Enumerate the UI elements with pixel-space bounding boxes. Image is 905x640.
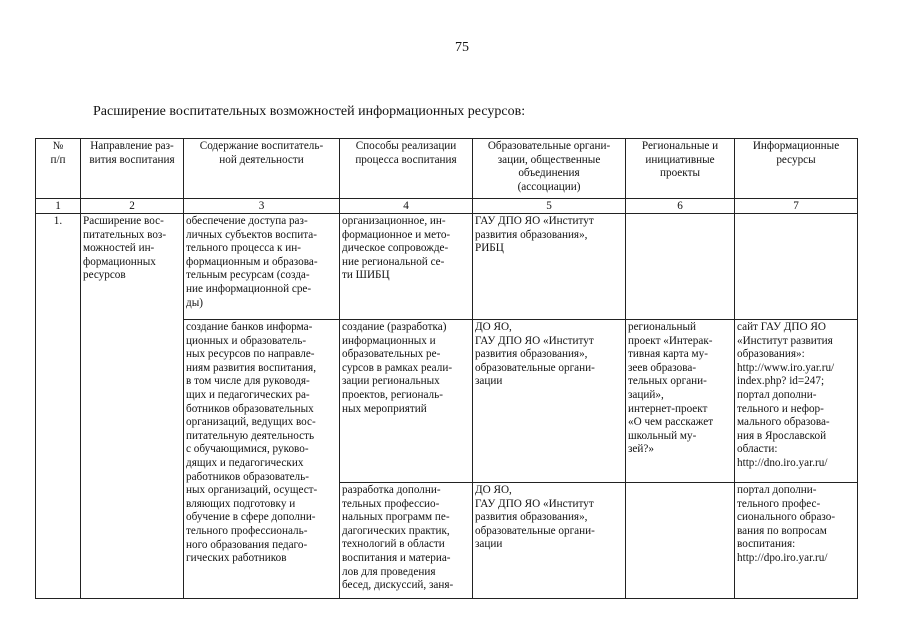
methods-cell: разработка дополни- тельных профессио- нальных программ пе- дагогических практик, технологий в области воспитания и материа- лов для проведения бесед, дискуссий, заня- (340, 483, 473, 599)
organizations-cell: ДО ЯО, ГАУ ДПО ЯО «Институт развития образования», образовательные органи- зации (473, 320, 626, 483)
document-title: Расширение воспитательных возможностей информационных ресурсов: (93, 104, 526, 119)
table-row (36, 214, 858, 320)
header-organizations: Образовательные органи- зации, общественные объединения (ассоциации) (473, 139, 626, 199)
column-number: 5 (473, 199, 626, 214)
page-number: 75 (455, 40, 469, 55)
activities-table (35, 138, 858, 599)
resources-cell (735, 214, 858, 320)
header-methods: Способы реализации процесса воспитания (340, 139, 473, 199)
projects-cell (626, 483, 735, 599)
column-number: 2 (81, 199, 184, 214)
column-number: 4 (340, 199, 473, 214)
column-number: 6 (626, 199, 735, 214)
methods-cell: организационное, ин- формационное и мето- дическое сопровожде- ние региональной се- ти ШИБЦ (340, 214, 473, 320)
organizations-cell: ДО ЯО, ГАУ ДПО ЯО «Институт развития образования», образовательные органи- зации (473, 483, 626, 599)
projects-cell (626, 214, 735, 320)
content-cell: обеспечение доступа раз- личных субъектов воспита- тельного процесса к ин- формационным и образова- тельным ресурсам (созда- ние информационной сре- ды) (184, 214, 340, 320)
resources-cell: сайт ГАУ ДПО ЯО «Институт развития образования»: http://www.iro.yar.ru/ index.php? id=247; портал дополни- тельного и нефор- мального образова- ния в Ярославской области: http://dno.iro.yar.ru/ (735, 320, 858, 483)
column-number: 7 (735, 199, 858, 214)
row-number: 1. (36, 214, 81, 599)
column-number: 1 (36, 199, 81, 214)
header-number: № п/п (36, 139, 81, 199)
resources-cell: портал дополни- тельного профес- сионального образо- вания по вопросам воспитания: http://dpo.iro.yar.ru/ (735, 483, 858, 599)
header-resources: Информационные ресурсы (735, 139, 858, 199)
column-number: 3 (184, 199, 340, 214)
methods-cell: создание (разработка) информационных и образовательных ре- сурсов в рамках реали- зации региональных проектов, региональ- ных мероприятий (340, 320, 473, 483)
projects-cell: региональный проект «Интерак- тивная карта му- зеев образова- тельных органи- заций», интернет-проект «О чем расскажет школьный му- зей?» (626, 320, 735, 483)
column-number-row (36, 199, 858, 214)
content-cell: создание банков информа- ционных и образователь- ных ресурсов по направле- ниям развития воспитания, в том числе для руководя- щих и педагогических ра- ботников образовательных организаций, ведущих вос- питательную деятельность с обучающимися, руково- дящих и педагогических работников образователь- ных организаций, осущест- вляющих подготовку и обучение в сфере дополни- тельного профессиональ- ного образования педаго- гических работников (184, 320, 340, 599)
organizations-cell: ГАУ ДПО ЯО «Институт развития образования», РИБЦ (473, 214, 626, 320)
direction-cell: Расширение вос- питательных воз- можностей ин- формационных ресурсов (81, 214, 184, 599)
header-direction: Направление раз- вития воспитания (81, 139, 184, 199)
table-header-row (36, 139, 858, 199)
header-projects: Региональные и инициативные проекты (626, 139, 735, 199)
header-content: Содержание воспитатель- ной деятельности (184, 139, 340, 199)
